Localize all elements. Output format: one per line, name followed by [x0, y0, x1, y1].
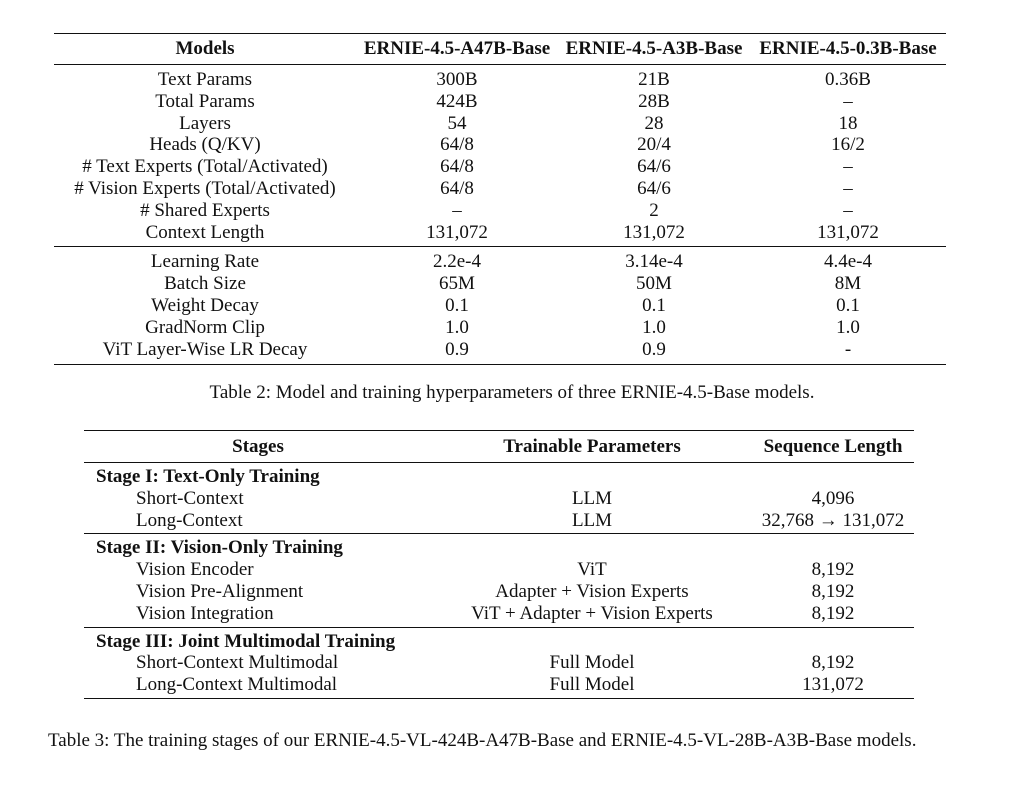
stage-title-row	[84, 463, 914, 488]
sequence-length-cell: 131,072	[802, 674, 864, 696]
sequence-length-cell: 4,096	[811, 487, 855, 509]
table-row	[84, 488, 914, 510]
cell: 0.36B	[825, 69, 871, 90]
sequence-length-cell: 8,192	[811, 580, 855, 602]
table-2-caption: Table 2: Model and training hyperparameters of three ERNIE-4.5-Base models.	[209, 382, 815, 403]
cell: 424B	[436, 90, 478, 112]
table-row	[84, 674, 914, 698]
substage-label: Vision Encoder	[136, 559, 254, 581]
trainable-parameters-cell: Full Model	[549, 674, 635, 696]
row-label: # Shared Experts	[140, 199, 270, 221]
table-row	[54, 295, 946, 317]
cell: –	[843, 199, 853, 221]
cell: 8M	[834, 273, 862, 295]
cell: 0.9	[445, 338, 469, 360]
table-row	[54, 156, 946, 178]
trainable-parameters-cell: Adapter + Vision Experts	[495, 580, 689, 602]
cell: 64/8	[440, 134, 474, 156]
table-3-training-stages	[84, 430, 914, 699]
sequence-length-cell: 8,192	[811, 652, 855, 674]
substage-label: Short-Context	[136, 487, 244, 509]
cell: 65M	[439, 273, 475, 295]
table-3-caption: Table 3: The training stages of our ERNIE-4.5-VL-424B-A47B-Base and ERNIE-4.5-VL-28B-A3B-Base models.	[48, 730, 917, 751]
cell: 4.4e-4	[823, 251, 872, 273]
row-label: # Text Experts (Total/Activated)	[82, 156, 328, 178]
row-label: Context Length	[54, 222, 356, 247]
cell: 1.0	[445, 316, 469, 338]
header-sequence-length: Sequence Length	[752, 431, 914, 463]
table-row	[54, 65, 946, 91]
header-a47b: ERNIE-4.5-A47B-Base	[356, 34, 558, 65]
cell: 64/8	[440, 156, 474, 178]
table-row	[54, 178, 946, 200]
training-group	[54, 247, 946, 365]
sequence-length-cell: 8,192	[811, 559, 855, 581]
table-row	[54, 317, 946, 339]
stage-title-row	[84, 534, 914, 559]
header-trainable-parameters: Trainable Parameters	[432, 431, 752, 463]
table-row	[54, 113, 946, 135]
table-row	[84, 510, 914, 534]
row-label: # Vision Experts (Total/Activated)	[74, 177, 336, 199]
trainable-parameters-cell: ViT	[577, 559, 607, 581]
table-header-row	[54, 34, 946, 65]
header-a3b: ERNIE-4.5-A3B-Base	[558, 34, 750, 65]
cell: 50M	[636, 273, 672, 295]
stage-title-row	[84, 627, 914, 652]
row-label: Heads (Q/KV)	[149, 134, 261, 156]
cell: 64/8	[440, 177, 474, 199]
cell: 0.1	[445, 294, 469, 316]
row-label: Total Params	[155, 90, 255, 112]
stage-title: Stage II: Vision-Only Training	[96, 537, 343, 559]
header-03b: ERNIE-4.5-0.3B-Base	[750, 34, 946, 65]
trainable-parameters-cell: LLM	[571, 487, 613, 509]
row-label: Text Params	[157, 69, 253, 90]
stage-group	[84, 463, 914, 534]
substage-label: Long-Context	[84, 510, 432, 534]
table-row	[54, 222, 946, 247]
row-label: GradNorm Clip	[145, 316, 265, 338]
cell: 131,072	[558, 222, 750, 247]
table-row	[54, 134, 946, 156]
cell: 18	[838, 112, 858, 134]
cell: 21B	[638, 69, 670, 90]
row-label: Learning Rate	[150, 251, 260, 273]
stage-title: Stage III: Joint Multimodal Training	[96, 630, 396, 652]
stage-group	[84, 534, 914, 627]
table-row	[84, 652, 914, 674]
cell: –	[843, 177, 853, 199]
cell: 300B	[436, 69, 478, 90]
table-row	[84, 603, 914, 627]
cell: –	[843, 90, 853, 112]
cell: 64/6	[637, 156, 671, 178]
cell: 131,072	[356, 222, 558, 247]
table-row	[54, 339, 946, 365]
row-label: ViT Layer-Wise LR Decay	[102, 338, 308, 360]
stage-group	[84, 627, 914, 698]
table-2-hyperparameters	[54, 33, 946, 365]
table-header-row	[84, 431, 914, 463]
header-stages: Stages	[84, 431, 432, 463]
sequence-length-cell: 32,768 → 131,072	[752, 510, 914, 534]
trainable-parameters-cell: Full Model	[549, 652, 635, 674]
substage-label: Vision Integration	[84, 603, 432, 627]
substage-label: Vision Pre-Alignment	[136, 580, 304, 602]
trainable-parameters-cell: LLM	[432, 510, 752, 534]
table-row	[54, 273, 946, 295]
cell: 3.14e-4	[625, 251, 683, 273]
cell: 28	[644, 112, 664, 134]
cell: 28B	[638, 90, 670, 112]
table-row	[84, 559, 914, 581]
stage-title: Stage I: Text-Only Training	[96, 466, 320, 487]
cell: 54	[447, 112, 467, 134]
cell: 0.9	[642, 338, 666, 360]
header-models: Models	[54, 34, 356, 65]
cell: 0.1	[836, 294, 860, 316]
cell: 1.0	[642, 316, 666, 338]
architecture-group	[54, 65, 946, 247]
cell: 131,072	[750, 222, 946, 247]
cell: 20/4	[637, 134, 671, 156]
trainable-parameters-cell: ViT + Adapter + Vision Experts	[432, 603, 752, 627]
cell: 2	[649, 199, 659, 221]
table-row	[54, 91, 946, 113]
cell: 2.2e-4	[432, 251, 481, 273]
substage-label: Long-Context Multimodal	[136, 674, 338, 696]
cell: 16/2	[831, 134, 865, 156]
table-row	[84, 581, 914, 603]
row-label: Layers	[179, 112, 231, 134]
substage-label: Short-Context Multimodal	[136, 652, 339, 674]
table-row	[54, 200, 946, 222]
sequence-length-cell: 8,192	[752, 603, 914, 627]
cell: 0.1	[642, 294, 666, 316]
cell: 1.0	[836, 316, 860, 338]
cell: –	[843, 156, 853, 178]
cell: –	[452, 199, 462, 221]
row-label: Weight Decay	[151, 294, 259, 316]
cell: -	[844, 338, 852, 360]
table-row	[54, 247, 946, 273]
row-label: Batch Size	[164, 273, 246, 295]
cell: 64/6	[637, 177, 671, 199]
